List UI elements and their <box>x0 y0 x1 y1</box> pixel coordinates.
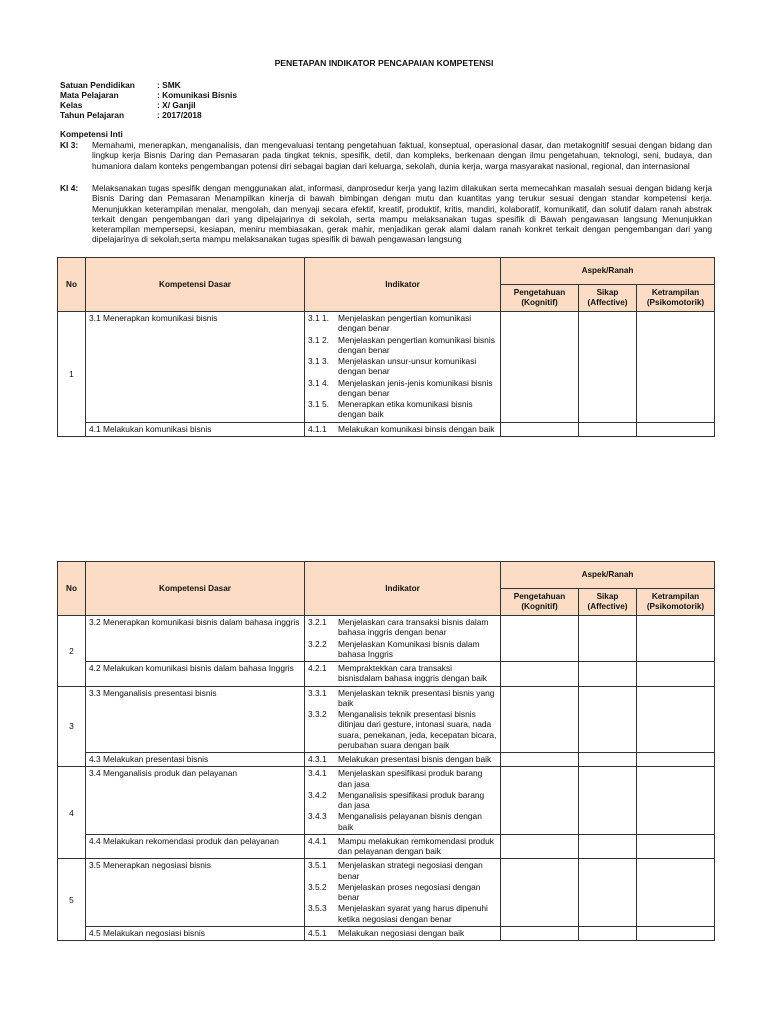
indicator-item <box>308 335 497 356</box>
indikator-cell <box>305 312 501 423</box>
ketrampilan-cell <box>637 859 715 927</box>
kompetensi-dasar-text: 4.5 Melakukan negosiasi bisnis <box>89 927 205 938</box>
ketrampilan-cell <box>637 312 715 423</box>
indicator-item <box>308 424 497 434</box>
indicator-number: 3.1 4. <box>308 377 329 388</box>
pengetahuan-cell <box>501 312 579 423</box>
header-ketrampilan: Ketrampilan (Psikomotorik) <box>637 285 715 312</box>
kompetensi-dasar-text: 3.1 Menerapkan komunikasi bisnis <box>89 313 218 323</box>
pengetahuan-cell <box>501 686 579 753</box>
indicator-text: Menjelaskan proses negosiasi dengan benar <box>338 881 481 902</box>
ki3-text: Memahami, menerapkan, menganalisis, dan mengevaluasi tentang pengetahuan faktual, konseptual, operasional dasar, dan metakognitif sesuai dengan bidang dan lingkup kerja Bisnis Daring dan Pemasaran pada tingkat teknis, spesifik, detil, dan kompleks, berkenaan dengan ilmu pengetahuan, teknologi, seni, budaya, dan humaniora dalam konteks pengembangan potensi diri sebagai bagian dari keluarga, sekolah, dunia kerja, warga masyarakat nasional, regional, dan internasional <box>92 140 712 171</box>
indicator-number: 3.4.1 <box>308 768 327 779</box>
sikap-cell <box>579 926 637 940</box>
table-row <box>58 753 715 767</box>
info-value: : X/ Ganjil <box>157 100 196 110</box>
pengetahuan-cell <box>501 422 579 436</box>
indicator-number: 3.1 1. <box>308 313 329 323</box>
indicator-item <box>308 688 497 709</box>
indicator-number: 3.5.2 <box>308 881 327 892</box>
table-row <box>58 767 715 835</box>
indicator-text: Mampu melakukan remkomendasi produk dan pelayanan dengan baik <box>338 835 494 856</box>
indicator-number: 3.5.1 <box>308 860 327 871</box>
table-row <box>58 616 715 662</box>
header-indikator: Indikator <box>305 562 501 616</box>
pengetahuan-cell <box>501 926 579 940</box>
indicator-text: Menjelaskan teknik presentasi bisnis yang baik <box>338 687 495 708</box>
indicator-number: 3.3.1 <box>308 687 327 698</box>
info-value: : SMK <box>157 80 181 90</box>
indicator-number: 3.1 5. <box>308 399 329 409</box>
indicator-number: 3.2.1 <box>308 617 327 627</box>
indicator-text: Menganalisis teknik presentasi bisnis ditinjau dari gesture, intonasi suara, nada suara, penekanan, jeda, kecepatan bicara, perubahan suara dengan baik <box>338 709 497 750</box>
indicator-text: Menjelaskan cara transaksi bisnis dalam bahasa inggris dengan benar <box>338 617 489 638</box>
indicator-number: 4.4.1 <box>308 835 327 846</box>
indicator-item <box>308 399 497 420</box>
pengetahuan-cell <box>501 662 579 687</box>
indicator-item <box>308 928 497 938</box>
indicator-text: Mempraktekkan cara transaksi bisnisdalam bahasa inggris dengan baik <box>338 663 487 684</box>
indikator-cell <box>305 859 501 927</box>
table-row <box>58 926 715 940</box>
kompetensi-dasar-text: 4.4 Melakukan rekomendasi produk dan pelayanan <box>89 835 279 846</box>
ketrampilan-cell <box>637 834 715 859</box>
ki4-block <box>60 183 712 245</box>
indicator-number: 4.3.1 <box>308 754 327 764</box>
indicator-number: 4.5.1 <box>308 927 327 938</box>
info-label: Mata Pelajaran <box>60 90 119 100</box>
indicator-text: Melakukan komunikasi binsis dengan baik <box>338 423 495 434</box>
indicator-item <box>308 882 497 903</box>
info-row <box>60 110 237 120</box>
sikap-cell <box>579 312 637 423</box>
ketrampilan-cell <box>637 662 715 687</box>
kompetensi-dasar-cell <box>86 422 305 436</box>
header-sikap: Sikap (Affective) <box>579 285 637 312</box>
indicator-text: Menganalisis pelayanan bisnis dengan baik <box>338 811 482 832</box>
info-label: Satuan Pendidikan <box>60 80 135 90</box>
kompetensi-dasar-cell <box>86 834 305 859</box>
indicator-text: Menjelaskan pengertian komunikasi dengan benar <box>338 313 472 334</box>
table-row <box>58 662 715 687</box>
row-number: 5 <box>58 859 86 941</box>
pengetahuan-cell <box>501 753 579 767</box>
indicator-item <box>308 811 497 832</box>
indicator-number: 3.3.2 <box>308 709 327 719</box>
indicator-text: Menjelaskan unsur-unsur komunikasi dengan benar <box>338 356 477 377</box>
table-header-row <box>58 562 715 589</box>
info-row <box>60 90 237 100</box>
indicator-item <box>308 768 497 789</box>
indicator-text: Menjelaskan strategi negosiasi dengan benar <box>338 860 483 881</box>
page-title: PENETAPAN INDIKATOR PENCAPAIAN KOMPETENSI <box>274 58 494 68</box>
indicator-number: 3.1 2. <box>308 334 329 345</box>
table-row <box>58 312 715 423</box>
row-number: 2 <box>58 616 86 687</box>
kompetensi-dasar-cell <box>86 767 305 835</box>
indikator-cell <box>305 834 501 859</box>
kompetensi-dasar-text: 3.4 Menganalisis produk dan pelayanan <box>89 768 238 779</box>
row-number: 3 <box>58 686 86 767</box>
table-header-row <box>58 258 715 285</box>
indicator-item <box>308 790 497 811</box>
indicator-text: Menjelaskan jenis-jenis komunikasi bisnis dengan benar <box>338 377 493 398</box>
info-label: Kelas <box>60 100 83 110</box>
pengetahuan-cell <box>501 834 579 859</box>
header-aspek-ranah: Aspek/Ranah <box>501 258 715 285</box>
indicator-text: Melakukan presentasi bisnis dengan baik <box>338 754 492 764</box>
sikap-cell <box>579 422 637 436</box>
pengetahuan-cell <box>501 767 579 835</box>
sikap-cell <box>579 834 637 859</box>
header-aspek-ranah: Aspek/Ranah <box>501 562 715 589</box>
kompetensi-dasar-text: 3.3 Menganalisis presentasi bisnis <box>89 687 217 698</box>
table-row <box>58 686 715 753</box>
kompetensi-dasar-cell <box>86 926 305 940</box>
table-row <box>58 859 715 927</box>
indicator-number: 3.2.2 <box>308 638 327 649</box>
indicator-item <box>308 356 497 377</box>
header-pengetahuan: Pengetahuan (Kognitif) <box>501 589 579 616</box>
kompetensi-dasar-cell <box>86 312 305 423</box>
indikator-cell <box>305 753 501 767</box>
indicator-number: 4.1.1 <box>308 423 327 434</box>
ki4-label: KI 4: <box>60 183 79 193</box>
header-pengetahuan: Pengetahuan (Kognitif) <box>501 285 579 312</box>
header-ketrampilan: Ketrampilan (Psikomotorik) <box>637 589 715 616</box>
header-no: No <box>58 258 86 312</box>
indicator-item <box>308 754 497 764</box>
indicator-text: Menganalisis spesifikasi produk barang dan jasa <box>338 789 485 810</box>
indicator-text: Menjelaskan Komunikasi bisnis dalam bahasa Inggris <box>338 638 480 659</box>
kompetensi-dasar-cell <box>86 859 305 927</box>
info-row <box>60 100 237 110</box>
sikap-cell <box>579 767 637 835</box>
info-value: : Komunikasi Bisnis <box>157 90 238 100</box>
indicator-number: 3.4.2 <box>308 789 327 800</box>
indicator-item <box>308 860 497 881</box>
kompetensi-dasar-cell <box>86 616 305 662</box>
pengetahuan-cell <box>501 616 579 662</box>
row-number: 4 <box>58 767 86 859</box>
sikap-cell <box>579 686 637 753</box>
kompetensi-dasar-text: 4.3 Melakukan presentasi bisnis <box>89 754 209 764</box>
ki3-label: KI 3: <box>60 140 79 150</box>
row-number: 1 <box>58 312 86 437</box>
indikator-cell <box>305 926 501 940</box>
indicator-item <box>308 903 497 924</box>
kompetensi-dasar-text: 4.2 Melakukan komunikasi bisnis dalam bahasa Inggris <box>89 663 294 673</box>
table-row <box>58 422 715 436</box>
indicator-number: 3.1 3. <box>308 356 329 366</box>
indikator-cell <box>305 662 501 687</box>
indicator-text: Menerapkan etika komunikasi bisnis dengan baik <box>338 399 473 420</box>
indicator-item <box>308 313 497 334</box>
identity-block <box>60 80 237 120</box>
header-kompetensi-dasar: Kompetensi Dasar <box>86 562 305 616</box>
header-kompetensi-dasar: Kompetensi Dasar <box>86 258 305 312</box>
header-indikator: Indikator <box>305 258 501 312</box>
indikator-cell <box>305 767 501 835</box>
indicator-item <box>308 836 497 857</box>
kompetensi-dasar-text: 4.1 Melakukan komunikasi bisnis <box>89 423 212 434</box>
ki4-text: Melaksanakan tugas spesifik dengan menggunakan alat, informasi, danprosedur kerja yang lazim dilakukan serta memecahkan masalah sesuai dengan bidang kerja Bisnis Daring dan Pemasaran Menampilkan kinerja di bawah bimbingan dengan mutu dan kuantitas yang terukur sesuai dengan standar kompetensi kerja. Menunjukkan keterampilan menalar, mengolah, dan menyaji secara efektif, kreatif, produktif, kritis, mandiri, kolaboratif, komunikatif, dan solutif dalam ranah abstrak terkait dengan pengembangan dari yang dipelajarinya di sekolah, serta mampu melaksanakan tugas spesifik di Bawah pengawasan langsung Menunjukkan keterampilan mempersepsi, kesiapan, meniru membiasakan, gerak mahir, menjadikan gerak alami dalam ranah konkret terkait dengan pengembangan dari yang dipelajarinya di sekolah,serta mampu melaksanakan tugas spesifik di bawah pengawasan langsung <box>92 183 712 245</box>
indicator-text: Melakukan negosiasi dengan baik <box>338 927 465 938</box>
info-label: Tahun Pelajaran <box>60 110 125 120</box>
ketrampilan-cell <box>637 422 715 436</box>
ketrampilan-cell <box>637 616 715 662</box>
indikator-cell <box>305 686 501 753</box>
indicator-number: 4.2.1 <box>308 663 327 673</box>
indicator-text: Menjelaskan spesifikasi produk barang dan jasa <box>338 768 483 789</box>
sikap-cell <box>579 753 637 767</box>
indicator-text: Menjelaskan syarat yang harus dipenuhi ketika negosiasi dengan benar <box>338 903 488 924</box>
header-no: No <box>58 562 86 616</box>
indicator-number: 3.4.3 <box>308 811 327 822</box>
indikator-cell <box>305 422 501 436</box>
indicator-table-1 <box>57 257 715 437</box>
info-value: : 2017/2018 <box>157 110 202 120</box>
header-sikap: Sikap (Affective) <box>579 589 637 616</box>
indicator-item <box>308 663 497 684</box>
indikator-cell <box>305 616 501 662</box>
info-row <box>60 80 237 90</box>
kompetensi-dasar-cell <box>86 686 305 753</box>
indicator-item <box>308 709 497 750</box>
indicator-text: Menjelaskan pengertian komunikasi bisnis dengan benar <box>338 334 495 355</box>
indicator-item <box>308 617 497 638</box>
sikap-cell <box>579 859 637 927</box>
sikap-cell <box>579 662 637 687</box>
ki3-block <box>60 140 712 171</box>
kompetensi-dasar-text: 3.5 Menerapkan negosiasi bisnis <box>89 860 211 871</box>
sikap-cell <box>579 616 637 662</box>
indicator-table-2 <box>57 561 715 941</box>
ketrampilan-cell <box>637 926 715 940</box>
kompetensi-dasar-text: 3.2 Menerapkan komunikasi bisnis dalam bahasa inggris <box>89 617 300 627</box>
ketrampilan-cell <box>637 753 715 767</box>
indicator-item <box>308 639 497 660</box>
pengetahuan-cell <box>501 859 579 927</box>
ketrampilan-cell <box>637 686 715 753</box>
kompetensi-dasar-cell <box>86 753 305 767</box>
table-row <box>58 834 715 859</box>
kompetensi-dasar-cell <box>86 662 305 687</box>
indicator-number: 3.5.3 <box>308 903 327 914</box>
ketrampilan-cell <box>637 767 715 835</box>
indicator-item <box>308 378 497 399</box>
ki-heading: Kompetensi Inti <box>60 129 123 139</box>
